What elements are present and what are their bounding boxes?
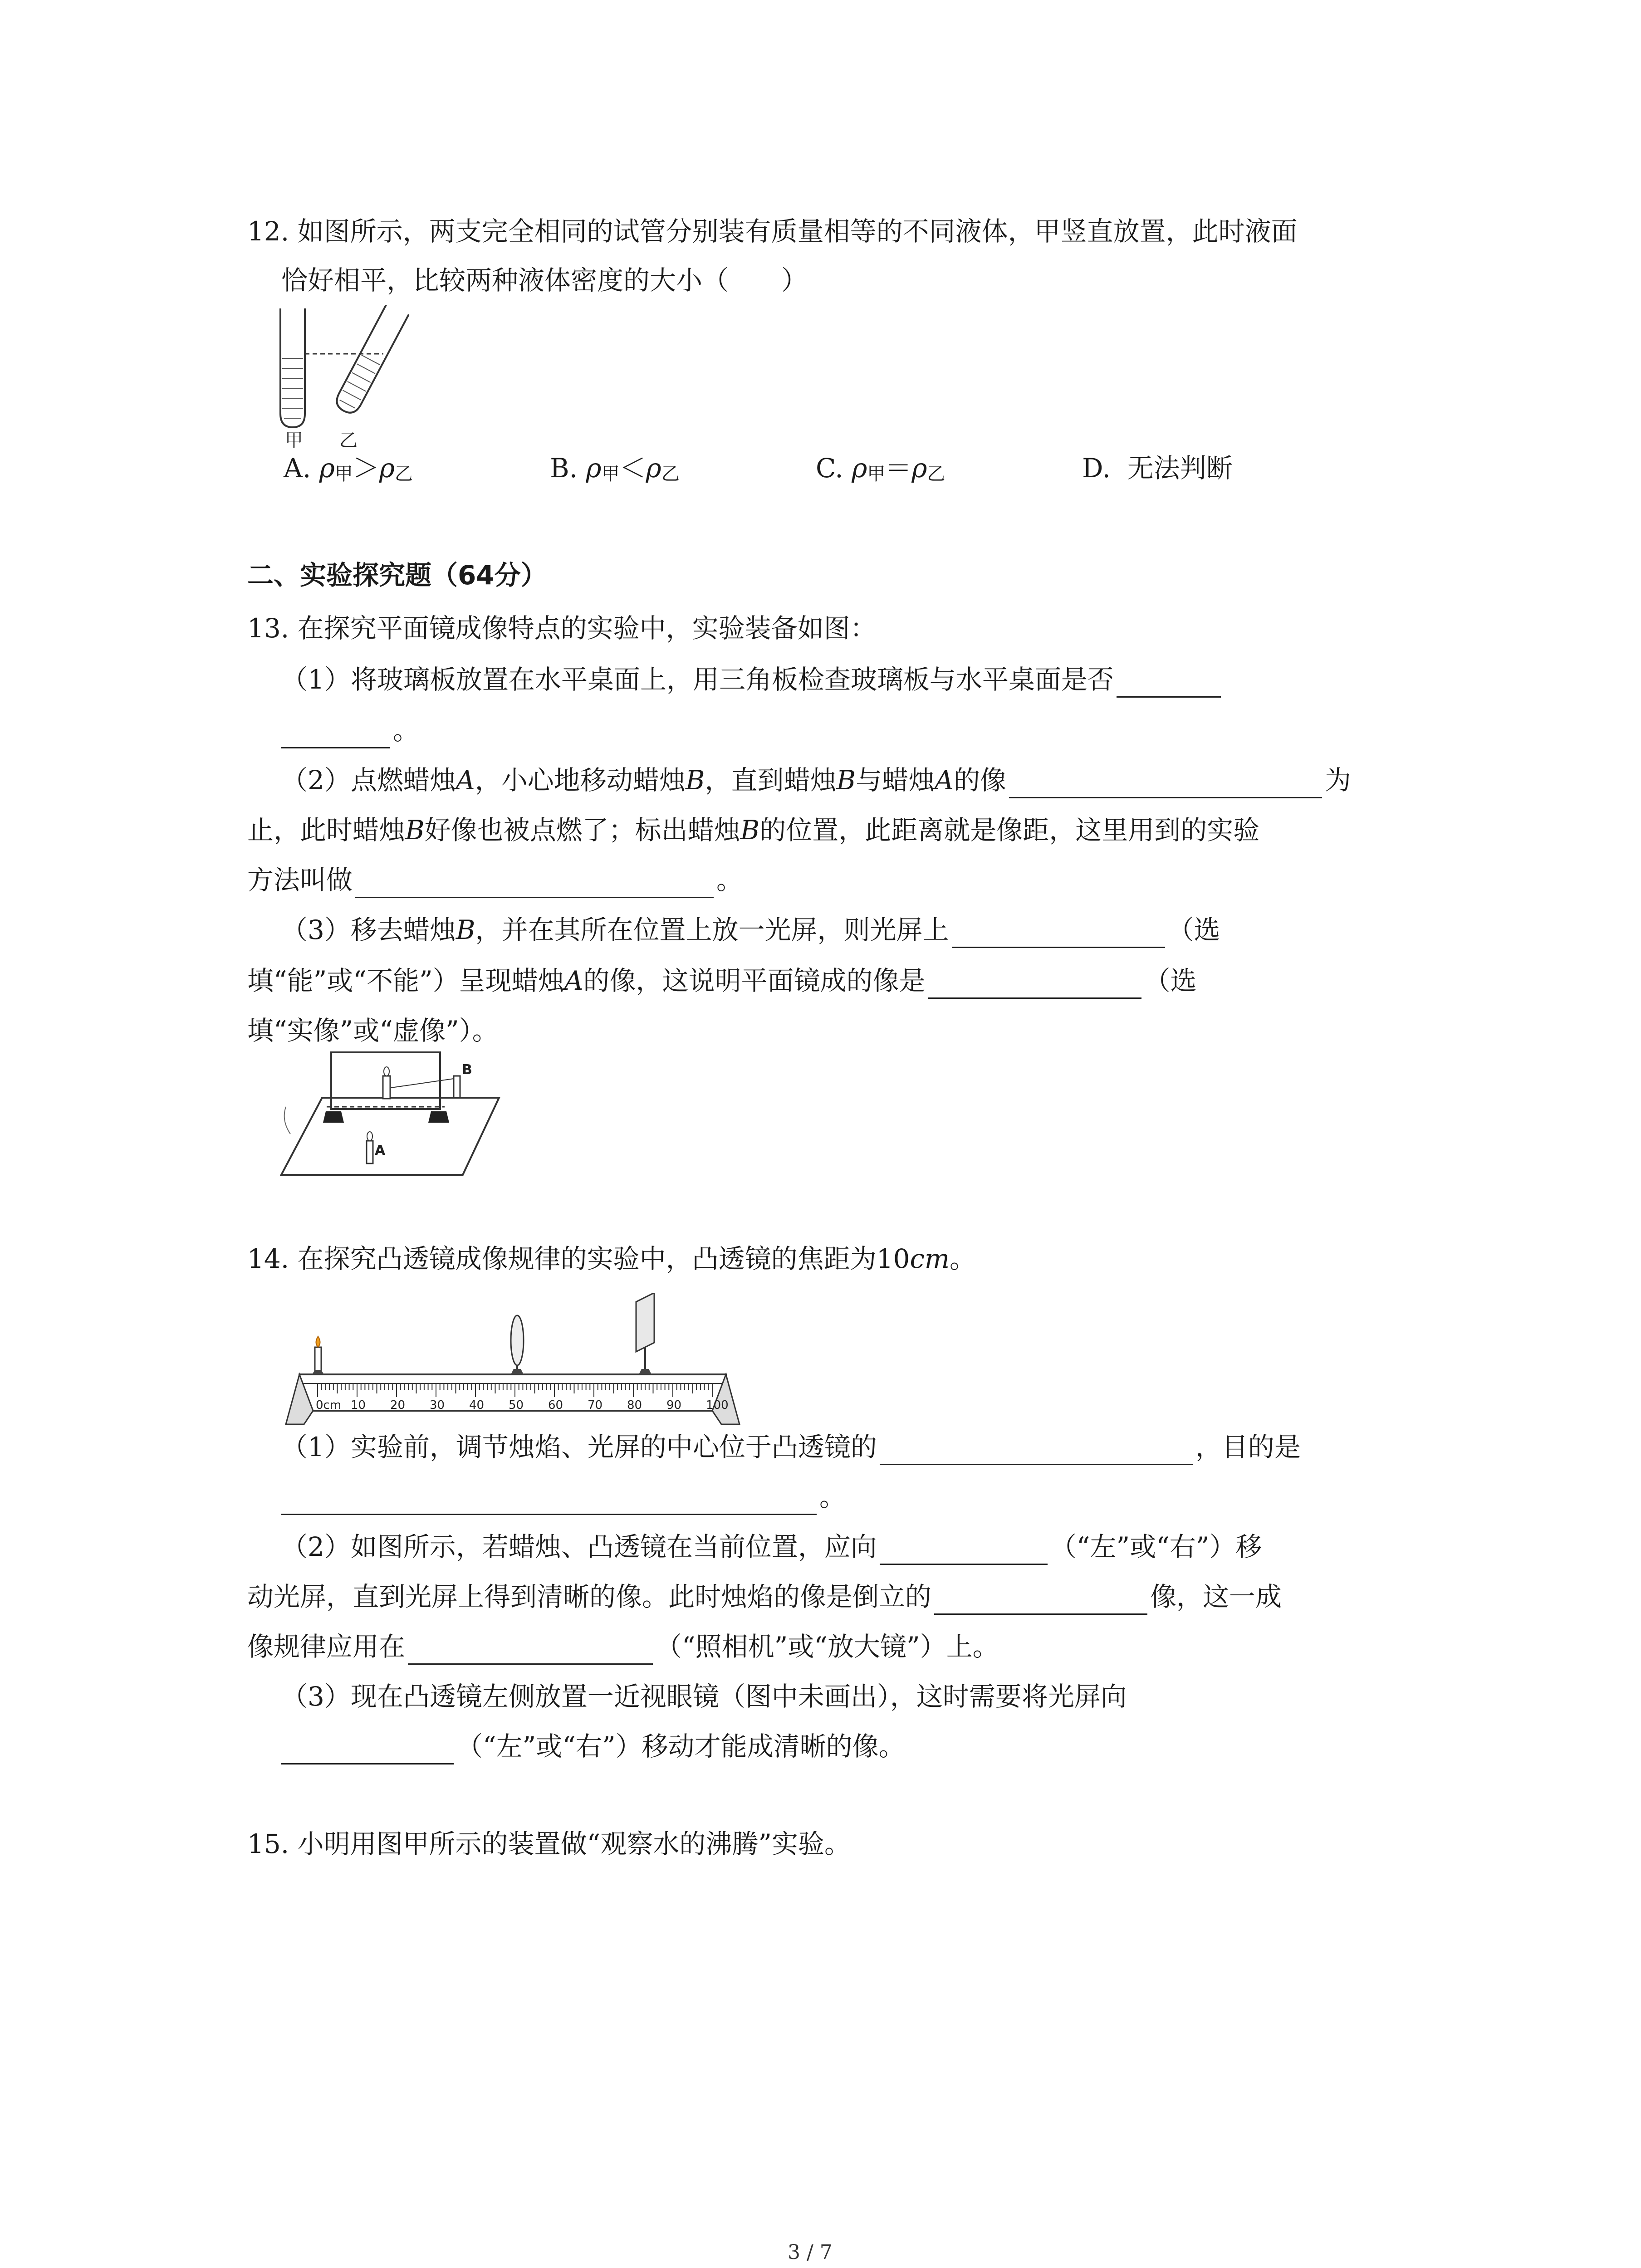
support-left — [323, 1111, 344, 1123]
ruler-tick-label: 0cm — [316, 1398, 342, 1412]
label-a: A — [375, 1143, 386, 1158]
candle-image — [383, 1076, 390, 1099]
ruler-tick-label: 30 — [430, 1398, 445, 1412]
q13-p2b: 止，此时蜡烛B好像也被点燃了；标出蜡烛B的位置，此距离就是像距，这里用到的实验 — [247, 815, 1260, 846]
q13-blank-2[interactable] — [1009, 770, 1322, 798]
q14-blank-6[interactable] — [281, 1736, 454, 1765]
page-number: 3 / 7 — [788, 2241, 833, 2264]
q13-blank-1b[interactable] — [281, 720, 390, 748]
q14-blank-3[interactable] — [880, 1536, 1048, 1565]
q14-blank-4[interactable] — [934, 1586, 1147, 1615]
label-yi: 乙 — [339, 430, 358, 450]
q13-blank-1[interactable] — [1117, 669, 1221, 698]
candle-flame — [316, 1336, 320, 1347]
optical-bench-figure — [277, 1293, 749, 1429]
ruler-tick-label: 10 — [351, 1398, 366, 1412]
q12-option-c[interactable]: C. ρ甲＝ρ乙 — [816, 453, 945, 484]
q13-p2a: （2）点燃蜡烛A，小心地移动蜡烛B，直到蜡烛B与蜡烛A的像 为 — [281, 762, 1351, 798]
test-tubes-figure — [272, 305, 422, 450]
label-b: B — [462, 1062, 472, 1078]
candle-a — [367, 1141, 373, 1163]
q12-option-a[interactable]: A. ρ甲＞ρ乙 — [284, 453, 413, 484]
q14-intro: 14. 在探究凸透镜成像规律的实验中，凸透镜的焦距为10cm。 — [247, 1243, 976, 1274]
q14-p1b: 。 — [281, 1479, 846, 1515]
q13-p1a: （1）将玻璃板放置在水平桌面上，用三角板检查玻璃板与水平桌面是否 — [281, 661, 1224, 698]
q12-option-b[interactable]: B. ρ甲＜ρ乙 — [550, 453, 680, 484]
q13-p1b: 。 — [281, 712, 419, 748]
q13-blank-4[interactable] — [952, 919, 1165, 948]
q14-blank-2[interactable] — [281, 1486, 817, 1515]
convex-lens — [511, 1315, 524, 1365]
light-screen — [636, 1293, 654, 1352]
q13-blank-5[interactable] — [928, 970, 1141, 999]
plane-mirror-figure — [272, 1048, 508, 1184]
q14-blank-5[interactable] — [408, 1636, 653, 1665]
q12-line1: 12. 如图所示，两支完全相同的试管分别装有质量相等的不同液体，甲竖直放置，此时液面 — [247, 216, 1298, 247]
label-jia: 甲 — [285, 430, 303, 450]
ruler-tick-label: 50 — [509, 1398, 524, 1412]
q14-p3b: （“左”或“右”）移动才能成清晰的像。 — [281, 1728, 905, 1765]
ruler-tick-label: 20 — [390, 1398, 406, 1412]
candle-b — [454, 1076, 460, 1098]
q13-p3a: （3）移去蜡烛B，并在其所在位置上放一光屏，则光屏上 （选 — [281, 912, 1220, 948]
ruler-tick-label: 80 — [627, 1398, 642, 1412]
ruler-tick-label: 40 — [469, 1398, 485, 1412]
ruler-tick-label: 70 — [588, 1398, 603, 1412]
q14-p2b: 动光屏，直到光屏上得到清晰的像。此时烛焰的像是倒立的 像，这一成 — [247, 1579, 1282, 1615]
q13-blank-3[interactable] — [355, 870, 714, 898]
tube-yi — [333, 305, 409, 416]
q14-p2c: 像规律应用在 （“照相机”或“放大镜”）上。 — [247, 1628, 999, 1665]
q13-p2c: 方法叫做 。 — [247, 862, 743, 898]
q12-line2: 恰好相平，比较两种液体密度的大小（ ） — [281, 265, 808, 296]
ruler-tick-label: 60 — [548, 1398, 563, 1412]
q13-p3c: 填“实像”或“虚像”）。 — [247, 1015, 499, 1046]
q14-p1a: （1）实验前，调节烛焰、光屏的中心位于凸透镜的 ，目的是 — [281, 1429, 1301, 1465]
q13-p3b: 填“能”或“不能”）呈现蜡烛A的像，这说明平面镜成的像是 （选 — [247, 963, 1197, 999]
q14-blank-1[interactable] — [880, 1437, 1193, 1465]
q15-text: 15. 小明用图甲所示的装置做“观察水的沸腾”实验。 — [247, 1828, 851, 1859]
ruler-tick-label: 100 — [706, 1398, 729, 1412]
q13-intro: 13. 在探究平面镜成像特点的实验中，实验装备如图： — [247, 613, 877, 644]
support-right — [428, 1111, 449, 1123]
section2-title: 二、实验探究题（64分） — [247, 560, 547, 591]
q14-p2a: （2）如图所示，若蜡烛、凸透镜在当前位置，应向 （“左”或“右”）移 — [281, 1529, 1262, 1565]
q14-p3a: （3）现在凸透镜左侧放置一近视眼镜（图中未画出），这时需要将光屏向 — [281, 1681, 1127, 1712]
q12-option-d[interactable]: D. 无法判断 — [1082, 453, 1233, 484]
liquid-jia — [282, 358, 303, 418]
ruler-tick-label: 90 — [666, 1398, 682, 1412]
